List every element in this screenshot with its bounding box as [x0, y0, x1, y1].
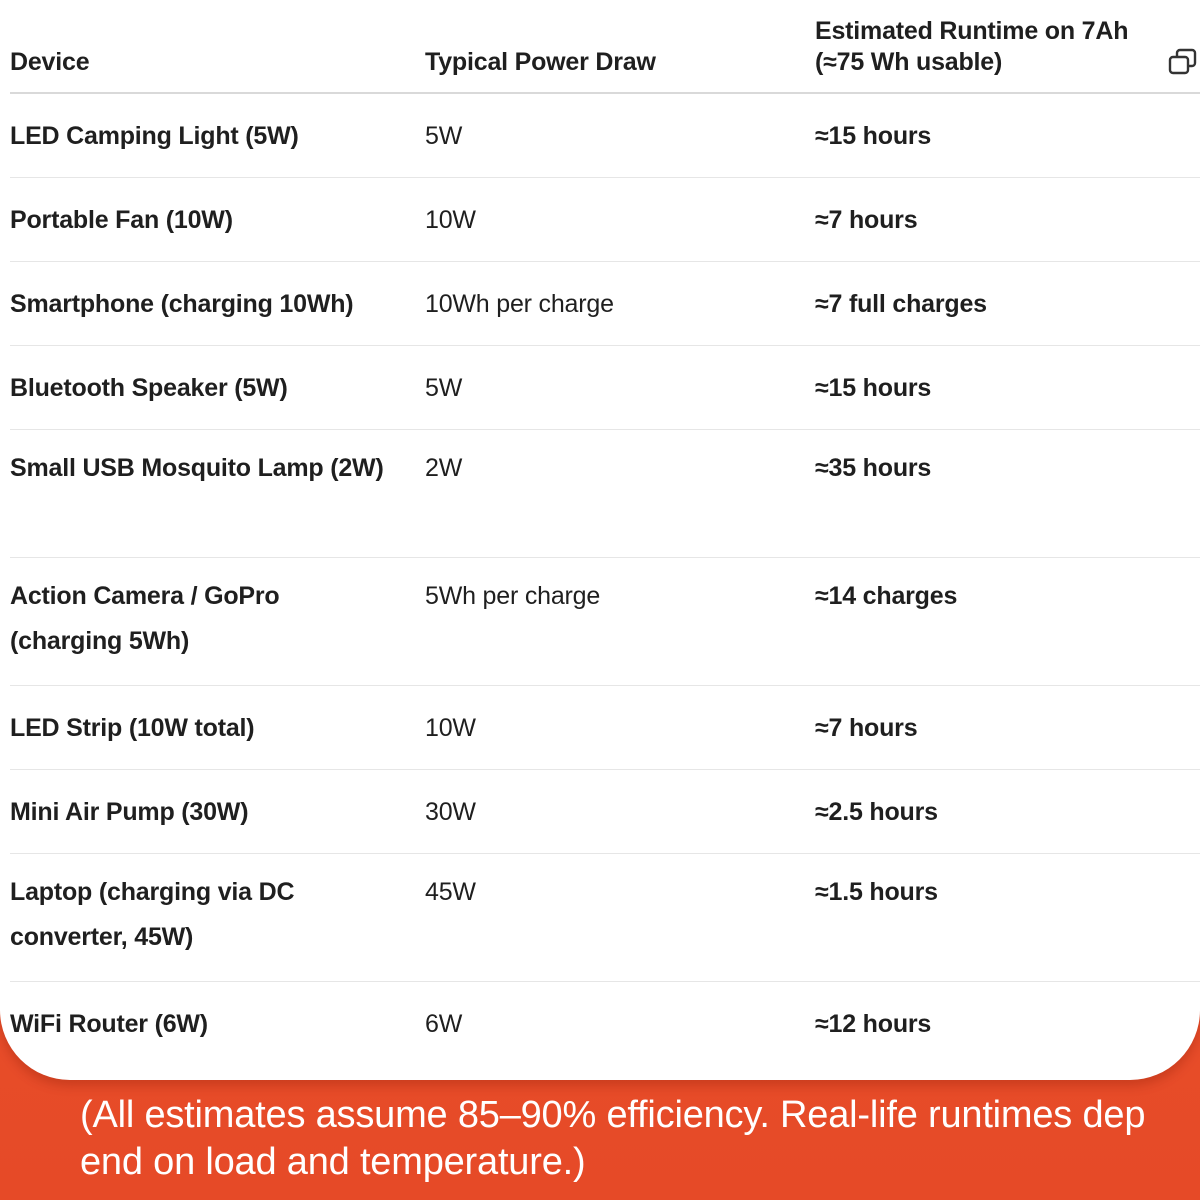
table-row	[10, 93, 1200, 177]
table-row	[10, 853, 1200, 981]
table-row	[10, 261, 1200, 345]
table-row	[10, 177, 1200, 261]
copy-icon[interactable]	[1168, 48, 1198, 76]
cell-device: Mini Air Pump (30W)	[10, 769, 425, 853]
cell-device: LED Strip (10W total)	[10, 685, 425, 769]
cell-runtime: ≈14 charges	[815, 557, 1200, 685]
cell-device: LED Camping Light (5W)	[10, 93, 425, 177]
cell-power: 10Wh per charge	[425, 261, 815, 345]
cell-power: 5Wh per charge	[425, 557, 815, 685]
table-row	[10, 685, 1200, 769]
cell-runtime: ≈15 hours	[815, 93, 1200, 177]
table-row	[10, 981, 1200, 1065]
runtime-table	[10, 0, 1200, 1065]
copy-icon-graphic	[1168, 48, 1198, 76]
table-row	[10, 345, 1200, 429]
cell-device: WiFi Router (6W)	[10, 1009, 208, 1038]
table-row	[10, 769, 1200, 853]
cell-runtime: ≈15 hours	[815, 345, 1200, 429]
cell-device: Small USB Mosquito Lamp (2W)	[10, 429, 425, 557]
cell-power: 30W	[425, 769, 815, 853]
table-header-row	[10, 0, 1200, 93]
cell-runtime: ≈7 full charges	[815, 261, 1200, 345]
cell-power: 10W	[425, 177, 815, 261]
cell-runtime: ≈35 hours	[815, 429, 1200, 557]
cell-power: 10W	[425, 685, 815, 769]
cell-runtime: ≈7 hours	[815, 177, 1200, 261]
cell-device: Bluetooth Speaker (5W)	[10, 345, 425, 429]
table-row	[10, 429, 1200, 557]
cell-power: 6W	[425, 1009, 463, 1038]
cell-device: Action Camera / GoPro (charging 5Wh)	[10, 557, 425, 685]
cell-device: Smartphone (charging 10Wh)	[10, 261, 425, 345]
header-power-draw: Typical Power Draw	[425, 0, 815, 93]
cell-power: 5W	[425, 93, 815, 177]
cell-runtime: ≈7 hours	[815, 685, 1200, 769]
cell-power: 2W	[425, 429, 815, 557]
cell-power: 5W	[425, 345, 815, 429]
table-row	[10, 557, 1200, 685]
footer-note: (All estimates assume 85–90% efficiency. Real-life runtimes depend on load and temperature.)	[80, 1094, 1146, 1183]
header-device: Device	[10, 0, 425, 93]
cell-device: Portable Fan (10W)	[10, 177, 425, 261]
cell-power: 45W	[425, 853, 815, 981]
cell-runtime: ≈1.5 hours	[815, 853, 1200, 981]
cell-runtime: ≈2.5 hours	[815, 769, 1200, 853]
cell-runtime: ≈12 hours	[815, 1009, 932, 1038]
header-runtime	[815, 0, 1200, 93]
header-runtime-label: Estimated Runtime on 7Ah (≈75 Wh usable)	[815, 17, 1129, 76]
cell-device: Laptop (charging via DC converter, 45W)	[10, 853, 425, 981]
